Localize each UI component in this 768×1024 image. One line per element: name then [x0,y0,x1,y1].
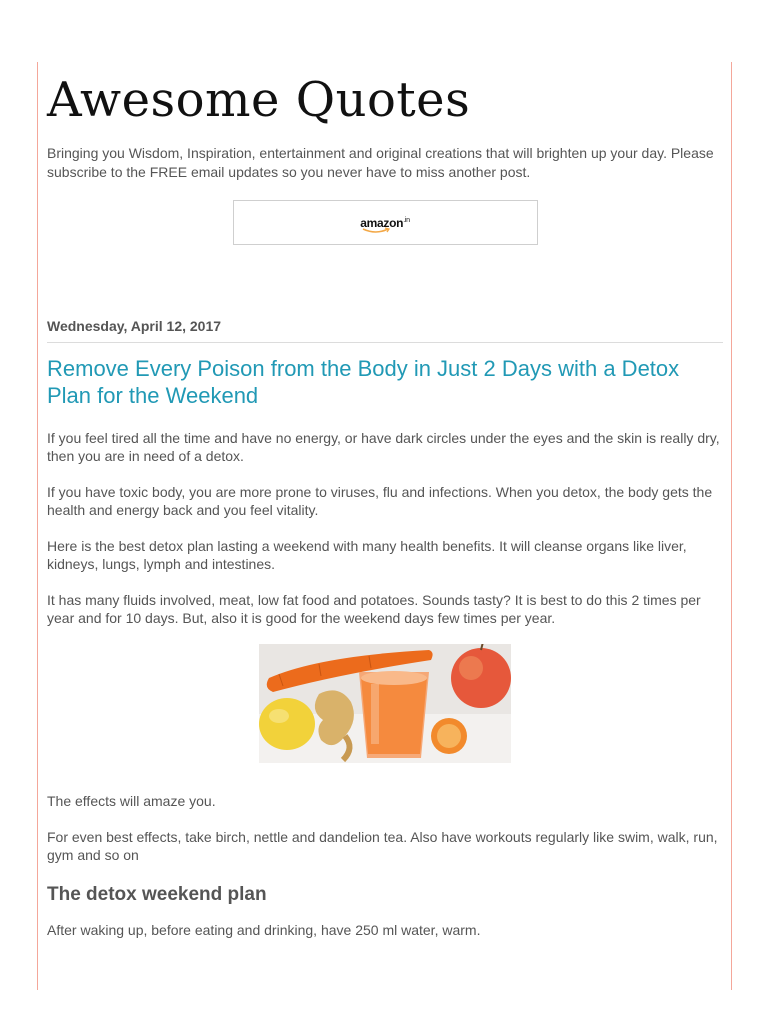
post-paragraph: After waking up, before eating and drinking, have 250 ml water, warm. [47,922,481,938]
blog-content [47,70,723,939]
blog-title[interactable]: Awesome Quotes [47,72,471,128]
post-paragraph: The effects will amaze you. [47,793,216,809]
amazon-logo-text: amazon [360,215,404,230]
post-title[interactable]: Remove Every Poison from the Body in Just 2 Days with a Detox Plan for the Weekend [47,356,680,408]
section-heading: The detox weekend plan [47,884,267,905]
amazon-logo-suffix: .in [403,216,410,224]
post-paragraph: For even best effects, take birch, nettle and dandelion tea. Also have workouts regularly like swim, walk, run, gym and so on [47,829,718,863]
post-date-header: Wednesday, April 12, 2017 [47,318,723,343]
amazon-smile-icon [362,227,392,234]
page-border-left [37,62,38,990]
post-paragraph: If you feel tired all the time and have no energy, or have dark circles under the eyes and the skin is really dry, then you are in need of a detox. [47,430,720,464]
detox-juice-image[interactable] [259,644,511,763]
post-paragraph: Here is the best detox plan lasting a weekend with many health benefits. It will cleanse organs like liver, kidneys, lungs, lymph and intestines. [47,538,687,572]
post-body [47,429,723,939]
blog-description: Bringing you Wisdom, Inspiration, entertainment and original creations that will brighten up your day. Please subscribe to the FREE email updates so you never have to miss another post. [47,145,714,180]
post-paragraph: It has many fluids involved, meat, low fat food and potatoes. Sounds tasty? It is best to do this 2 times per year and for 10 days. But, also it is good for the weekend days few times per year. [47,592,701,626]
amazon-logo [360,216,409,230]
detox-juice-illustration [259,644,511,763]
post-paragraph: If you have toxic body, you are more prone to viruses, flu and infections. When you detox, the body gets the health and energy back and you feel vitality. [47,484,713,518]
page-border-right [731,62,732,990]
amazon-ad-banner[interactable] [233,200,538,245]
